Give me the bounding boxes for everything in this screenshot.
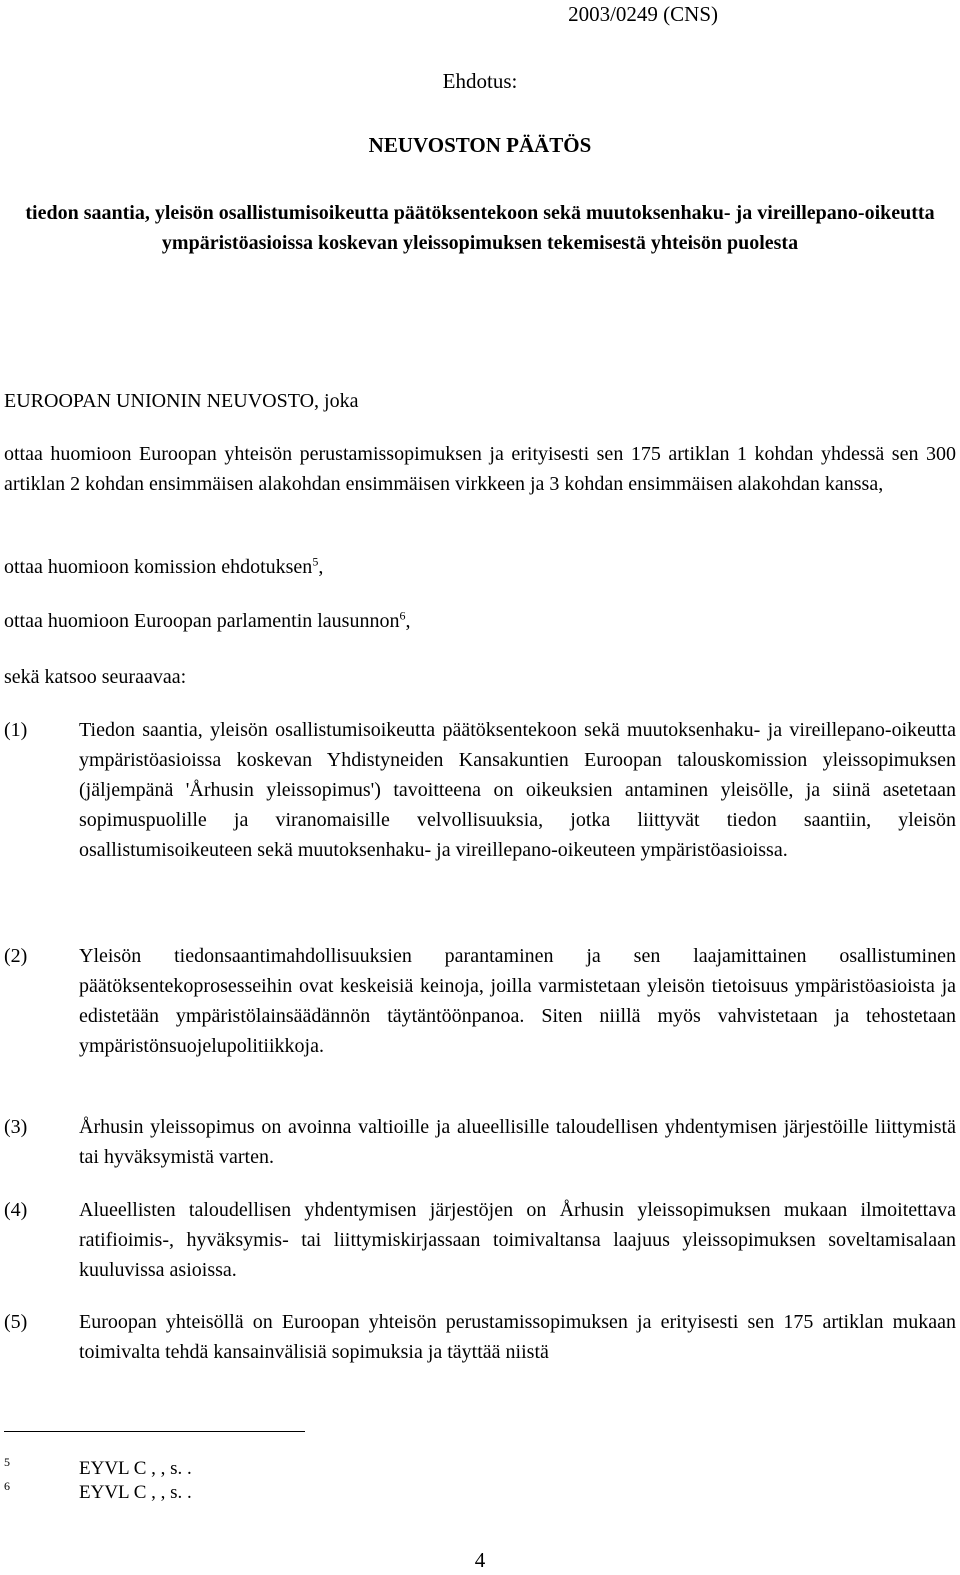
preamble-council: EUROOPAN UNIONIN NEUVOSTO, joka [4, 390, 359, 412]
decision-title: NEUVOSTON PÄÄTÖS [368, 133, 592, 157]
recital-number: (1) [4, 719, 28, 741]
preamble-whereas: sekä katsoo seuraavaa: [4, 666, 187, 688]
decision-subject: tiedon saantia, yleisön osallistumisoikeutta päätöksentekoon sekä muutoksenhaku- ja vireillepano-oikeutta ympäristöasioissa koskevan yleissopimuksen tekemisestä yhteisön puolesta [25, 202, 935, 254]
preamble-treaty-citation: ottaa huomioon Euroopan yhteisön perustamissopimuksen ja erityisesti sen 175 artiklan 1 kohdan yhdessä sen 300 artiklan 2 kohdan ensimmäisen alakohdan ensimmäisen virkkeen ja 3 kohdan ensimmäisen alakohdan kanssa, [4, 443, 956, 495]
recital-text: Euroopan yhteisöllä on Euroopan yhteisön perustamissopimuksen ja erityisesti sen 175 artiklan mukaan toimivalta tehdä kansainvälisiä sopimuksia ja täyttää niistä [79, 1311, 956, 1363]
recital-text: Århusin yleissopimus on avoinna valtioille ja alueellisille taloudellisen yhdentymisen järjestöille liittymistä tai hyväksymistä varten. [79, 1116, 956, 1168]
preamble-parliament-citation [4, 606, 956, 636]
recital-number: (2) [4, 945, 28, 967]
footnote-number: 6 [4, 1479, 10, 1493]
comma: , [405, 610, 411, 632]
proposal-label: Ehdotus: [442, 69, 518, 93]
document-reference: 2003/0249 (CNS) [568, 2, 718, 26]
parliament-citation-text: ottaa huomioon Euroopan parlamentin lausunnon [4, 610, 400, 632]
commission-citation-text: ottaa huomioon komission ehdotuksen [4, 556, 313, 578]
footnote-ref-5[interactable]: 5 [312, 554, 319, 569]
footnote-ref-6[interactable]: 6 [399, 608, 406, 623]
recital-text: Yleisön tiedonsaantimahdollisuuksien parantaminen ja sen laajamittainen osallistuminen päätöksentekoprosesseihin ovat keskeisiä keinoja, joilla varmistetaan yleisön tietoisuus ympäristöasioista ja edistetään ympäristölainsäädännön täytäntöönpanoa. Siten niillä myös vahvistetaan ja tehostetaan ympäristönsuojelupolitiikkoja. [79, 945, 956, 1057]
recital-number: (3) [4, 1116, 28, 1138]
recital-text: Tiedon saantia, yleisön osallistumisoikeutta päätöksentekoon sekä muutoksenhaku- ja vireillepano-oikeutta ympäristöasioissa koskevan Yhdistyneiden Kansakuntien Euroopan talouskomission yleissopimuksen (jäljempänä 'Århusin yleissopimus') tavoitteena on oikeuksien antaminen yleisölle, ja siinä asetetaan sopimuspuolille ja viranomaisille velvollisuuksia, jotka liittyvät tiedon saantiin, yleisön osallistumisoikeuteen sekä muutoksenhaku- ja vireillepano-oikeuteen ympäristöasioissa. [79, 719, 956, 861]
recital-number: (5) [4, 1311, 28, 1333]
footnote-number: 5 [4, 1455, 10, 1469]
recital-text: Alueellisten taloudellisen yhdentymisen järjestöjen on Århusin yleissopimuksen mukaan ilmoitettava ratifioimis-, hyväksymis- tai liittymiskirjassaan toimivaltansa laajuus yleissopimuksen soveltamisalaan kuuluvissa asioissa. [79, 1199, 956, 1281]
footnote-text: EYVL C , , s. . [79, 1458, 192, 1479]
preamble-commission-citation [4, 552, 956, 582]
footnote-separator [4, 1431, 305, 1432]
page-number: 4 [474, 1548, 486, 1572]
comma: , [318, 556, 324, 578]
recital-number: (4) [4, 1199, 28, 1221]
footnote-text: EYVL C , , s. . [79, 1482, 192, 1503]
